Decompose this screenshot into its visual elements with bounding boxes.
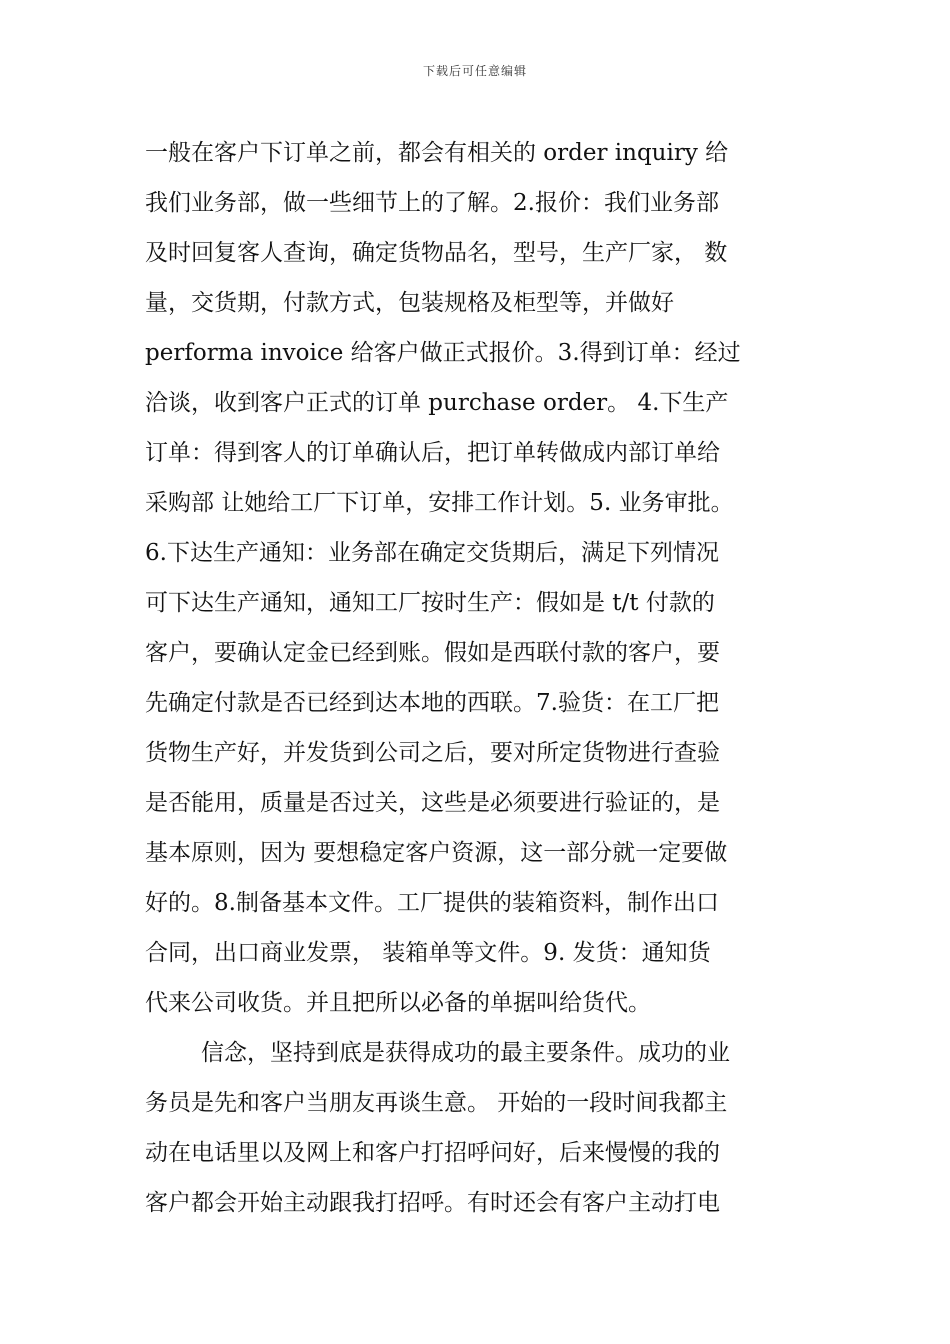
text-line: performa invoice 给客户做正式报价。3.得到订单：经过 (145, 340, 741, 366)
text-line: 洽谈，收到客户正式的订单 purchase order。 4.下生产 (145, 390, 729, 416)
text-line: 及时回复客人查询，确定货物品名，型号，生产厂家， 数 (145, 240, 728, 266)
text-line: 先确定付款是否已经到达本地的西联。7.验货：在工厂把 (145, 690, 719, 716)
text-line: 客户都会开始主动跟我打招呼。有时还会有客户主动打电 (145, 1190, 720, 1216)
text-line: 合同，出口商业发票， 装箱单等文件。9. 发货：通知货 (145, 940, 711, 966)
text-line: 可下达生产通知，通知工厂按时生产：假如是 t/t 付款的 (145, 590, 715, 616)
text-line: 信念，坚持到底是获得成功的最主要条件。成功的业 (201, 1040, 730, 1066)
page-header: 下载后可任意编辑 (422, 64, 527, 78)
text-line: 一般在客户下订单之前，都会有相关的 order inquiry 给 (145, 140, 729, 166)
text-line: 订单：得到客人的订单确认后，把订单转做成内部订单给 (145, 440, 720, 466)
paragraph (145, 128, 810, 1028)
document-body (145, 128, 810, 1228)
text-line: 动在电话里以及网上和客户打招呼问好，后来慢慢的我的 (145, 1140, 720, 1166)
text-line: 务员是先和客户当朋友再谈生意。 开始的一段时间我都主 (145, 1090, 728, 1116)
text-line: 量，交货期，付款方式，包装规格及柜型等，并做好 (145, 290, 674, 316)
text-line: 好的。8.制备基本文件。工厂提供的装箱资料，制作出口 (145, 890, 719, 916)
text-line: 代来公司收货。并且把所以必备的单据叫给货代。 (145, 990, 651, 1016)
text-line: 我们业务部，做一些细节上的了解。2.报价：我们业务部 (145, 190, 719, 216)
text-line: 基本原则，因为 要想稳定客户资源，这一部分就一定要做 (145, 840, 728, 866)
text-line: 客户，要确认定金已经到账。假如是西联付款的客户，要 (145, 640, 720, 666)
text-line: 是否能用，质量是否过关，这些是必须要进行验证的，是 (145, 790, 720, 816)
text-line: 货物生产好，并发货到公司之后，要对所定货物进行查验 (145, 740, 720, 766)
text-line: 采购部 让她给工厂下订单，安排工作计划。5. 业务审批。 (145, 490, 734, 516)
text-line: 6.下达生产通知：业务部在确定交货期后，满足下列情况 (145, 540, 719, 566)
paragraph (145, 1028, 810, 1228)
